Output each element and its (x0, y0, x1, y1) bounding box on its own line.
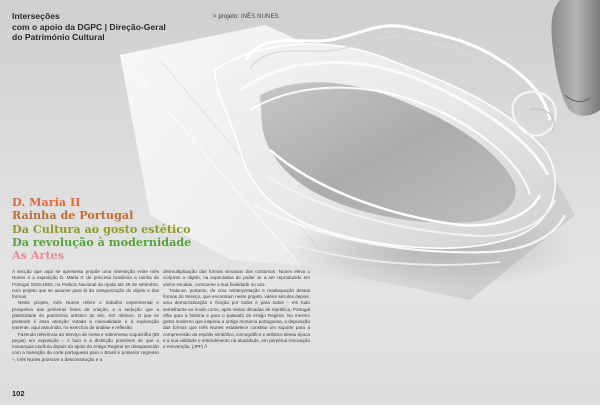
body-column-1 (12, 269, 159, 363)
section-title (12, 11, 212, 43)
project-author: INÊS NUNES (240, 14, 279, 20)
headline-line-5: As Artes (12, 248, 65, 263)
body-paragraph: desmultiplicação das formas sinuosas dos contornos. Nunes eleva o conjunto a objeto, na expectativa de poder vir a ser reproduzido em vários escalas, consoante a sua finalidade ou uso. (163, 269, 310, 287)
section-title-line-3: do Património Cultural (12, 32, 105, 42)
body-column-2 (163, 269, 310, 350)
project-tag (213, 14, 279, 20)
body-paragraph: Fazendo referência ao Serviço de mesa e sobremesa coqueirilha (80 peças) em exposição – o luxo e a distinção possíveis de que a monarquia usufruía depois do apoio do Antigo Regime ter desaparecido com a transição da corte portuguesa para o Brasil e posterior regresso –, Inês Nunes promove a desconstrução e a (12, 331, 159, 362)
headline-line-2: Rainha de Portugal (12, 208, 134, 223)
headline-line-4: Da revolução à modernidade (12, 234, 192, 249)
section-title-line-1: Interseções (12, 11, 60, 21)
headline-line-1: D. Maria II (12, 195, 81, 209)
body-paragraph: A secção que aqui se apresenta propõe uma interseção entre Inês Nunes e a exposição D. Maria II: de princesa brasileira a rainha de Portugal 1819-1853, no Palácio Nacional da Ajuda até 29 de setembro, num projeto que se assume para lá da categorização do objeto e das formas. (12, 269, 159, 299)
body-paragraph: Neste projeto, Inês Nunes refere o trabalho experimental e prospetivo das primeiras fases de criação, e a sedução que a plasticidade do património artístico do séc. XIX oferece. O que se pretende é essa atenção votada à manualidade e à exploração inerente, aqui assumida, no exercício de análise e reflexão. (12, 300, 159, 331)
body-paragraph: Trata-se, portanto, de uma reinterpretação e readequação destas formas do Serviço, que encontram neste projeto, vários séculos depois, uma democratização e fruição por todos e para todos – em tudo semelhante ao modo como, após várias décadas de república, Portugal olha para a história e para o passado do Antigo Regime. No mesmo gesto moderno que inspirou a antiga monarca portuguesa, a depuração das formas que Inês Nunes estabelece constitui um suporte para a compreensão do espólio simbólico, iconográfico e artístico dessa época e a sua validade e entendimento na atualidade, em perpétua renovação e reinvenção. (JPF) // (163, 287, 310, 349)
headline-line-3: Da Cultura ao gosto estético (12, 221, 191, 236)
headline (12, 196, 312, 262)
page-number: 102 (12, 389, 25, 398)
hand-finger (551, 0, 600, 116)
project-tag-prefix: > projeto: (213, 14, 240, 20)
section-title-line-2: com o apoio da DGPC | Direção-Geral (12, 21, 166, 32)
